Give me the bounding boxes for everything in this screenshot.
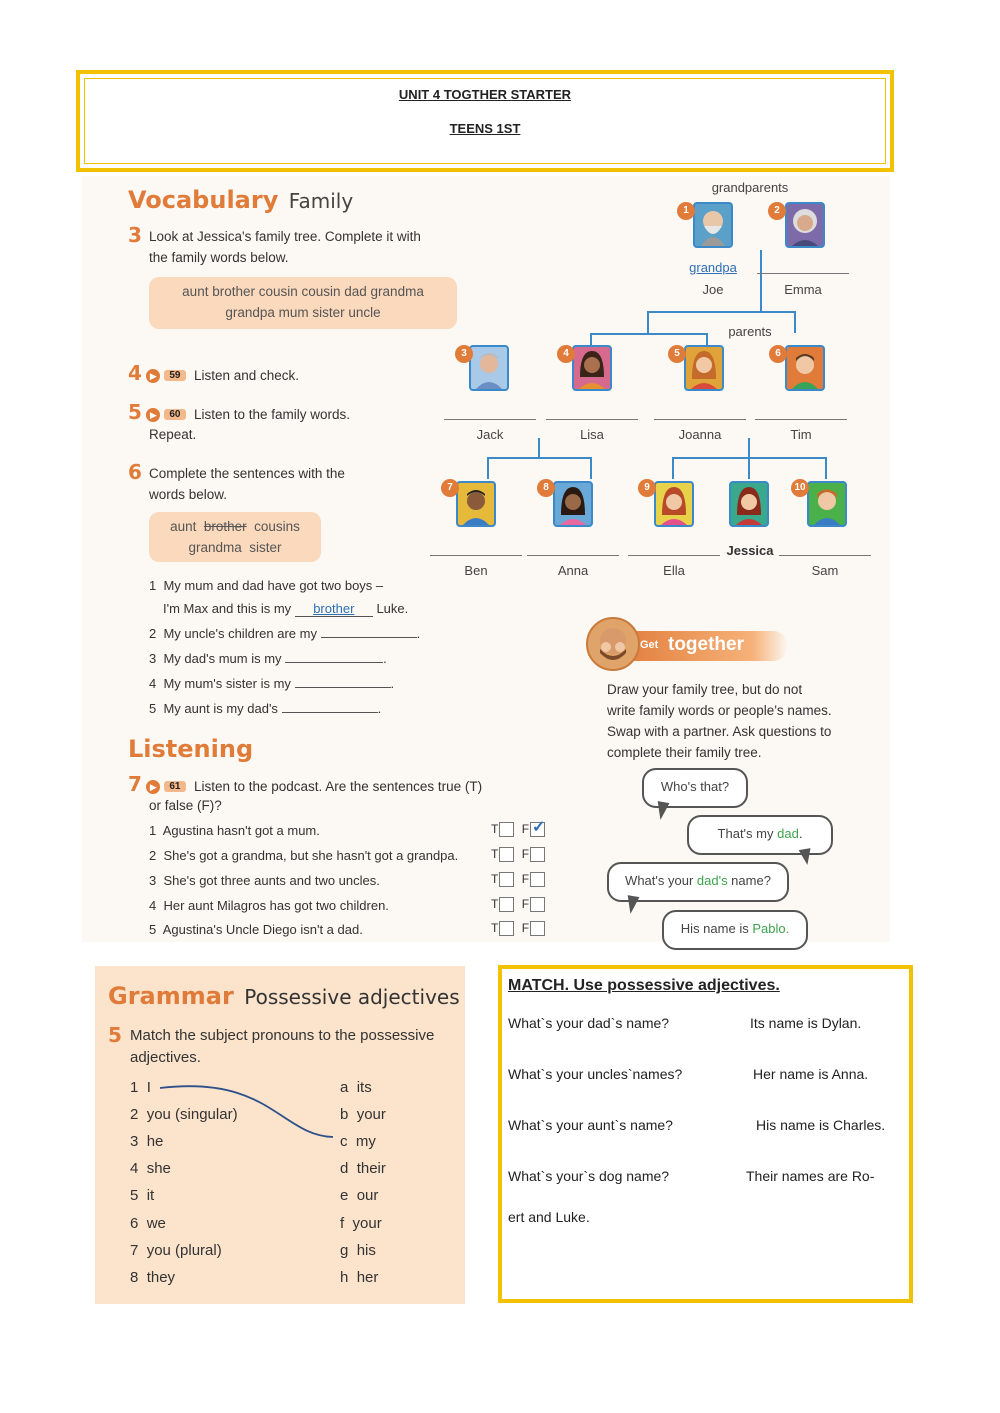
grandpa-avatar: [693, 202, 733, 248]
mum-joanna-avatar: [684, 345, 724, 391]
track-number: 61: [164, 781, 185, 792]
answer-line[interactable]: [757, 273, 849, 274]
badge-3: 3: [455, 345, 473, 363]
false-checkbox[interactable]: [530, 847, 545, 862]
listening-heading: Listening: [128, 735, 254, 763]
exercise-number: 5: [108, 1023, 122, 1047]
jessica-avatar: [729, 481, 769, 527]
false-checkbox[interactable]: [530, 921, 545, 936]
tf-item-3: 3 She's got three aunts and two uncles.: [149, 873, 380, 888]
uncle-jack-avatar: [469, 345, 509, 391]
exercise-4: 4 ▶ 59 Listen and check.: [128, 361, 300, 385]
false-checkbox[interactable]: [530, 872, 545, 887]
speech-bubble-4: His name is Pablo.: [662, 910, 808, 950]
match-answer-4-cont: ert and Luke.: [508, 1209, 590, 1225]
exercise-number: 3: [128, 223, 142, 247]
answer-line[interactable]: [654, 419, 746, 420]
parents-label: parents: [728, 324, 772, 339]
dad-tim-avatar: [785, 345, 825, 391]
match-line: [150, 1080, 350, 1150]
track-number: 59: [164, 370, 185, 381]
match-answer-4[interactable]: Their names are Ro-: [746, 1168, 875, 1184]
brother-sam-avatar: [807, 481, 847, 527]
sentence-1: 1 My mum and dad have got two boys –: [149, 578, 384, 593]
unit-title: UNIT 4 TOGTHER STARTER: [398, 87, 572, 102]
grammar-instructions: Match the subject pronouns to the possessive adjectives.: [130, 1027, 435, 1066]
name-emma: Emma: [784, 282, 822, 297]
speech-bubble-1: Who's that?: [642, 768, 748, 808]
match-question-1[interactable]: What`s your dad`s name?: [508, 1015, 670, 1031]
adjective-c[interactable]: c my: [340, 1133, 376, 1150]
grandma-avatar: [785, 202, 825, 248]
match-answer-1[interactable]: Its name is Dylan.: [750, 1015, 862, 1031]
sister-ella-avatar: [654, 481, 694, 527]
aunt-lisa-avatar: [572, 345, 612, 391]
name-jessica: Jessica: [726, 543, 774, 558]
tree-connector: [487, 457, 592, 459]
adjective-h[interactable]: h her: [340, 1269, 379, 1286]
true-checkbox[interactable]: [499, 921, 514, 936]
exercise-number: 6: [128, 460, 142, 484]
adjective-a[interactable]: a its: [340, 1079, 372, 1096]
audio-icon[interactable]: ▶: [146, 369, 160, 383]
answer-line[interactable]: [430, 555, 522, 556]
exercise-5: 5 ▶ 60 Listen to the family words.: [128, 400, 351, 424]
badge-2: 2: [768, 202, 786, 220]
tree-connector: [590, 333, 708, 335]
badge-6: 6: [769, 345, 787, 363]
name-joe: Joe: [702, 282, 724, 297]
sentence-1-cont: I'm Max and this is my brother Luke.: [163, 601, 409, 616]
name-anna: Anna: [557, 563, 589, 578]
word-box-family: aunt brother cousin cousin dad grandma grandpa mum sister uncle: [149, 277, 457, 329]
match-answer-3[interactable]: His name is Charles.: [756, 1117, 886, 1133]
get-together-banner: Get together: [614, 631, 788, 661]
true-checkbox[interactable]: [499, 822, 514, 837]
audio-icon[interactable]: ▶: [146, 780, 160, 794]
tree-connector: [487, 457, 489, 479]
name-joanna: Joanna: [678, 427, 722, 442]
tree-connector: [748, 457, 750, 479]
audio-icon[interactable]: ▶: [146, 408, 160, 422]
pronoun-2[interactable]: 2 you (singular): [130, 1106, 238, 1123]
sentence-2[interactable]: 2 My uncle's children are my .: [149, 626, 421, 641]
adjective-b[interactable]: b your: [340, 1106, 386, 1123]
tree-connector: [647, 311, 649, 333]
tf-choice-5: T F: [491, 921, 549, 936]
bubble-tail: [799, 848, 814, 866]
cousin-anna-avatar: [553, 481, 593, 527]
grandparents-label: grandparents: [711, 180, 789, 195]
header-box: [76, 70, 894, 172]
pronoun-6[interactable]: 6 we: [130, 1215, 166, 1232]
speech-bubble-3: What's your dad's name?: [607, 862, 789, 902]
word-box-sentences: aunt brother cousins grandma sister: [149, 512, 321, 562]
sentence-4[interactable]: 4 My mum's sister is my .: [149, 676, 395, 691]
tree-connector: [748, 438, 750, 458]
false-checkbox[interactable]: [530, 897, 545, 912]
adjective-e[interactable]: e our: [340, 1187, 379, 1204]
tree-connector: [590, 333, 592, 345]
pronoun-1[interactable]: 1 I: [130, 1079, 151, 1096]
tree-connector: [590, 457, 592, 479]
true-checkbox[interactable]: [499, 847, 514, 862]
cousin-ben-avatar: [456, 481, 496, 527]
pronoun-5[interactable]: 5 it: [130, 1187, 155, 1204]
tree-connector: [794, 311, 796, 333]
pronoun-3[interactable]: 3 he: [130, 1133, 164, 1150]
name-jack: Jack: [476, 427, 504, 442]
match-title: MATCH. Use possessive adjectives.: [508, 977, 780, 994]
pronoun-8[interactable]: 8 they: [130, 1269, 176, 1286]
tf-item-5: 5 Agustina's Uncle Diego isn't a dad.: [149, 922, 363, 937]
tree-connector: [647, 311, 795, 313]
get-together-instructions: Draw your family tree, but do not write family words or people's names. Swap with a partner. Ask questions to complete their family tree.: [607, 682, 832, 760]
class-subtitle: TEENS 1ST: [449, 121, 521, 136]
tree-connector: [825, 457, 827, 479]
name-ella: Ella: [663, 563, 685, 578]
exercise-5-line2: Repeat.: [149, 427, 197, 442]
true-checkbox[interactable]: [499, 897, 514, 912]
badge-10: 10: [791, 479, 809, 497]
name-sam: Sam: [811, 563, 839, 578]
tf-item-4: 4 Her aunt Milagros has got two children.: [149, 898, 389, 913]
tf-choice-3: T F: [491, 872, 549, 887]
tree-connector: [538, 438, 540, 458]
pronoun-4[interactable]: 4 she: [130, 1160, 171, 1177]
match-question-2[interactable]: What`s your uncles`names?: [508, 1066, 683, 1082]
check-mark-icon: ✓: [532, 819, 546, 837]
match-question-3[interactable]: What`s your aunt`s name?: [508, 1117, 673, 1133]
get-together-logo: [586, 617, 640, 671]
adjective-d[interactable]: d their: [340, 1160, 386, 1177]
match-answer-2[interactable]: Her name is Anna.: [753, 1066, 869, 1082]
exercise-7: 7 ▶ 61 Listen to the podcast. Are the sentences true (T): [128, 772, 483, 796]
tree-connector: [672, 457, 674, 479]
false-checkbox[interactable]: [530, 819, 546, 837]
pronoun-7[interactable]: 7 you (plural): [130, 1242, 222, 1259]
tf-choice-4: T F: [491, 897, 549, 912]
sentence-3[interactable]: 3 My dad's mum is my .: [149, 651, 387, 666]
answer-line[interactable]: [779, 555, 871, 556]
answer-line[interactable]: [444, 419, 536, 420]
name-ben: Ben: [464, 563, 488, 578]
vocabulary-heading: Vocabulary Family: [128, 186, 354, 214]
exercise-7-line2: or false (F)?: [149, 798, 222, 813]
grammar-heading: Grammar Possessive adjectives: [108, 982, 460, 1010]
badge-9: 9: [638, 479, 656, 497]
exercise-3-instructions: Look at Jessica's family tree. Complete it with the family words below.: [149, 229, 421, 265]
answer-line[interactable]: [755, 419, 847, 420]
adjective-g[interactable]: g his: [340, 1242, 376, 1259]
track-number: 60: [164, 409, 185, 420]
true-checkbox[interactable]: [499, 872, 514, 887]
badge-7: 7: [441, 479, 459, 497]
badge-1: 1: [677, 202, 695, 220]
answer-line[interactable]: [527, 555, 619, 556]
tf-choice-1: T F ✓: [491, 819, 546, 837]
match-question-4[interactable]: What`s your`s dog name?: [508, 1168, 670, 1184]
speech-bubble-2: That's my dad.: [687, 815, 833, 855]
exercise-6-instructions: Complete the sentences with the words below.: [149, 466, 345, 502]
tf-item-2: 2 She's got a grandma, but she hasn't got a grandpa.: [149, 848, 459, 863]
answer-line[interactable]: [546, 419, 638, 420]
tf-item-1: 1 Agustina hasn't got a mum.: [149, 823, 320, 838]
badge-8: 8: [537, 479, 555, 497]
tree-connector: [706, 333, 708, 345]
sentence-5[interactable]: 5 My aunt is my dad's .: [149, 701, 382, 716]
name-tim: Tim: [790, 427, 812, 442]
name-lisa: Lisa: [580, 427, 604, 442]
adjective-f[interactable]: f your: [340, 1215, 382, 1232]
tree-connector: [760, 250, 762, 312]
grandpa-answer: grandpa: [689, 260, 737, 275]
badge-5: 5: [668, 345, 686, 363]
tf-choice-2: T F: [491, 847, 549, 862]
badge-4: 4: [557, 345, 575, 363]
answer-line[interactable]: [628, 555, 720, 556]
